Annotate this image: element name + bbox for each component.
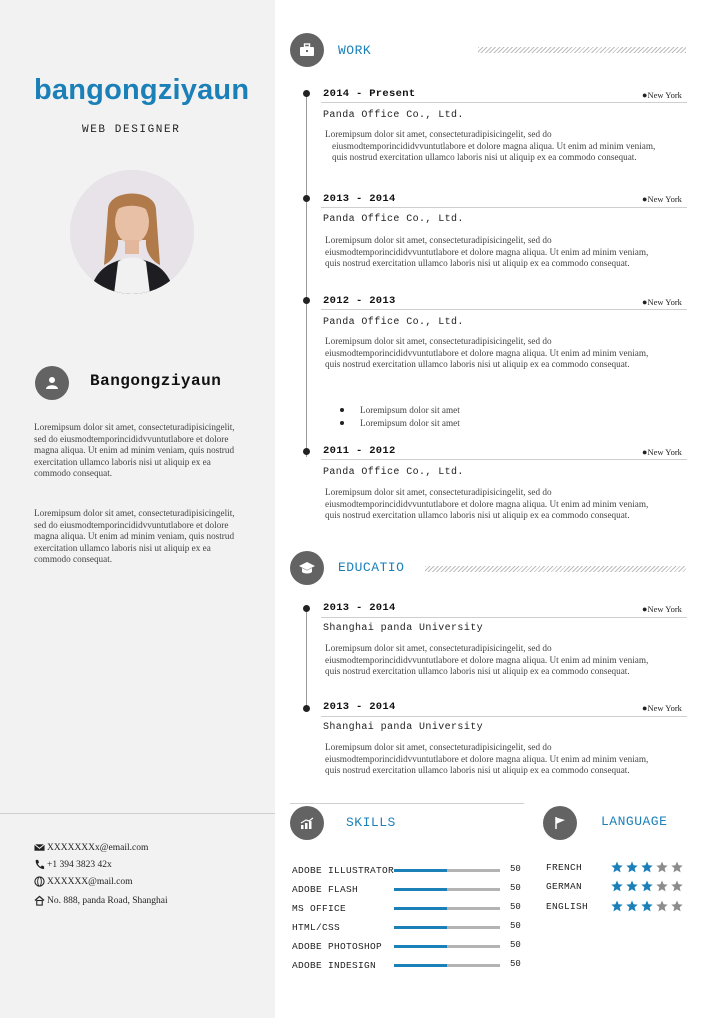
skill-name: MS OFFICE	[292, 903, 347, 914]
star-filled-icon	[611, 900, 623, 912]
star-filled-icon	[626, 900, 638, 912]
entry-description: Loremipsum dolor sit amet, consecteturadipisicingelit, sed do eiusmodtemporincididvvuntutlabore et dolore magna aliqua. Ut enim ad minim veniam, quis nostrud exercitation ullamco laboris nisi ut aliquip ex ea commodo consequat.	[325, 336, 649, 370]
skill-row	[292, 865, 500, 876]
language-name: FRENCH	[546, 861, 583, 873]
skill-bar-fill	[394, 926, 447, 929]
contact-address: No. 888, panda Road, Shanghai	[34, 895, 168, 906]
language-name: ENGLISH	[546, 900, 589, 912]
profile-paragraph: Loremipsum dolor sit amet, consecteturadipisicingelit, sed do eiusmodtemporincididvvuntutlabore et dolore magna aliqua. Ut enim ad minim veniam, quis nostrud exercitation ullamco laboris nisi ut aliquip ex ea commodo consequat.	[34, 508, 235, 565]
job-title: WEB DESIGNER	[82, 124, 181, 136]
bullet-item: Loremipsum dolor sit amet	[340, 417, 460, 430]
education-title: EDUCATIO	[338, 560, 405, 575]
skill-bar	[394, 888, 500, 891]
entry-description: Loremipsum dolor sit amet, consecteturadipisicingelit, sed do eiusmodtemporincididvvuntutlabore et dolore magna aliqua. Ut enim ad minim veniam, quis nostrud exercitation ullamco laboris nisi ut aliquip ex ea commodo consequat.	[325, 742, 649, 776]
timeline-dot	[303, 705, 310, 712]
bullet-item: Loremipsum dolor sit amet	[340, 404, 460, 417]
location-pin-icon: ●	[642, 604, 648, 614]
entry-date: 2011 - 2012	[323, 445, 396, 457]
skill-name: ADOBE PHOTOSHOP	[292, 941, 383, 952]
star-rating	[611, 861, 683, 873]
skills-title: SKILLS	[346, 815, 396, 830]
entry-company: Panda Office Co., Ltd.	[323, 467, 464, 478]
divider	[0, 813, 275, 814]
skill-bar-fill	[394, 869, 447, 872]
entry-date: 2013 - 2014	[323, 193, 396, 205]
entry-divider	[321, 617, 687, 618]
skill-value: 50	[510, 902, 521, 912]
timeline-dot	[303, 605, 310, 612]
skill-name: ADOBE ILLUSTRATOR	[292, 865, 395, 876]
skill-row	[292, 884, 500, 895]
language-row	[546, 900, 683, 912]
work-title: WORK	[338, 43, 372, 58]
skill-name: HTML/CSS	[292, 922, 341, 933]
timeline-dot	[303, 297, 310, 304]
section-rule	[425, 566, 686, 572]
skill-bar-fill	[394, 888, 447, 891]
location-pin-icon: ●	[642, 447, 648, 457]
contact-phone: +1 394 3823 42x	[34, 859, 112, 870]
timeline	[306, 606, 307, 710]
location-pin-icon: ●	[642, 297, 648, 307]
entry-divider	[321, 309, 687, 310]
star-filled-icon	[641, 861, 653, 873]
flag-icon	[543, 806, 577, 840]
entry-location: ● New York	[642, 703, 682, 713]
home-icon	[34, 895, 45, 906]
skill-value: 50	[510, 864, 521, 874]
skill-bar-fill	[394, 964, 447, 967]
language-row	[546, 880, 683, 892]
skill-value: 50	[510, 921, 521, 931]
section-rule	[478, 47, 686, 53]
entry-location: ● New York	[642, 297, 682, 307]
skill-value: 50	[510, 883, 521, 893]
contact-web: XXXXXX@mail.com	[34, 876, 133, 887]
location-pin-icon: ●	[642, 194, 648, 204]
entry-divider	[321, 459, 687, 460]
entry-company: Panda Office Co., Ltd.	[323, 214, 464, 225]
timeline-dot	[303, 90, 310, 97]
skill-row	[292, 903, 500, 914]
star-filled-icon	[611, 880, 623, 892]
entry-description: Loremipsum dolor sit amet, consecteturadipisicingelit, sed do eiusmodtemporincididvvuntutlabore et dolore magna aliqua. Ut enim ad minim veniam, quis nostrud exercitation ullamco laboris nisi ut aliquip ex ea commodo consequat.	[325, 643, 649, 677]
contact-email: XXXXXXXx@email.com	[34, 842, 148, 853]
timeline-dot	[303, 195, 310, 202]
divider	[290, 803, 524, 804]
skill-value: 50	[510, 959, 521, 969]
entry-description: Loremipsum dolor sit amet, consecteturadipisicingelit, sed do eiusmodtemporincididvvuntutlabore et dolore magna aliqua. Ut enim ad minim veniam, quis nostrud exercitation ullamco laboris nisi ut aliquip ex ea commodo consequat.	[325, 487, 649, 521]
entry-description: Loremipsum dolor sit amet, consecteturadipisicingelit, sed do eiusmodtemporincididvvuntutlabore et dolore magna aliqua. Ut enim ad minim veniam, quis nostrud exercitation ullamco laboris nisi ut aliquip ex ea commodo consequat.	[325, 129, 656, 163]
timeline-dot	[303, 448, 310, 455]
star-empty-icon	[656, 861, 668, 873]
star-empty-icon	[671, 861, 683, 873]
skill-bar	[394, 964, 500, 967]
entry-company: Panda Office Co., Ltd.	[323, 317, 464, 328]
entry-bullets	[340, 404, 460, 429]
phone-icon	[34, 859, 45, 870]
skill-name: ADOBE FLASH	[292, 884, 359, 895]
entry-date: 2013 - 2014	[323, 602, 396, 614]
profile-photo	[70, 170, 194, 294]
skill-bar	[394, 945, 500, 948]
star-rating	[611, 880, 683, 892]
skill-bar	[394, 926, 500, 929]
profile-name: Bangongziyaun	[90, 372, 222, 390]
graduation-cap-icon	[290, 551, 324, 585]
star-rating	[611, 900, 683, 912]
location-pin-icon: ●	[642, 90, 648, 100]
briefcase-icon	[290, 33, 324, 67]
skill-name: ADOBE INDESIGN	[292, 960, 377, 971]
entry-location: ● New York	[642, 194, 682, 204]
entry-location: ● New York	[642, 447, 682, 457]
entry-company: Shanghai panda University	[323, 722, 484, 733]
language-row	[546, 861, 683, 873]
entry-divider	[321, 102, 687, 103]
skill-row	[292, 960, 500, 971]
entry-date: 2012 - 2013	[323, 295, 396, 307]
star-empty-icon	[656, 880, 668, 892]
entry-divider	[321, 207, 687, 208]
envelope-icon	[34, 842, 45, 853]
language-name: GERMAN	[546, 880, 583, 892]
timeline	[306, 93, 307, 457]
entry-location: ● New York	[642, 90, 682, 100]
star-filled-icon	[626, 861, 638, 873]
star-filled-icon	[641, 900, 653, 912]
entry-location: ● New York	[642, 604, 682, 614]
star-filled-icon	[626, 880, 638, 892]
profile-paragraph: Loremipsum dolor sit amet, consecteturadipisicingelit, sed do eiusmodtemporincididvvuntutlabore et dolore magna aliqua. Ut enim ad minim veniam, quis nostrud exercitation ullamco laboris nisi ut aliquip ex ea commodo consequat.	[34, 422, 235, 479]
star-empty-icon	[671, 880, 683, 892]
entry-description: Loremipsum dolor sit amet, consecteturadipisicingelit, sed do eiusmodtemporincididvvuntutlabore et dolore magna aliqua. Ut enim ad minim veniam, quis nostrud exercitation ullamco laboris nisi ut aliquip ex ea commodo consequat.	[325, 235, 649, 269]
location-pin-icon: ●	[642, 703, 648, 713]
person-icon	[35, 366, 69, 400]
entry-divider	[321, 716, 687, 717]
skill-bar-fill	[394, 907, 447, 910]
entry-date: 2014 - Present	[323, 88, 416, 100]
globe-icon	[34, 876, 45, 887]
chart-icon	[290, 806, 324, 840]
entry-date: 2013 - 2014	[323, 701, 396, 713]
skill-bar	[394, 907, 500, 910]
skill-row	[292, 922, 500, 933]
entry-company: Panda Office Co., Ltd.	[323, 110, 464, 121]
entry-company: Shanghai panda University	[323, 623, 484, 634]
skill-value: 50	[510, 940, 521, 950]
skill-row	[292, 941, 500, 952]
header-name: bangongziyaun	[34, 74, 250, 106]
skill-bar	[394, 869, 500, 872]
star-filled-icon	[641, 880, 653, 892]
star-empty-icon	[656, 900, 668, 912]
star-filled-icon	[611, 861, 623, 873]
language-title: LANGUAGE	[601, 814, 668, 829]
skill-bar-fill	[394, 945, 447, 948]
star-empty-icon	[671, 900, 683, 912]
